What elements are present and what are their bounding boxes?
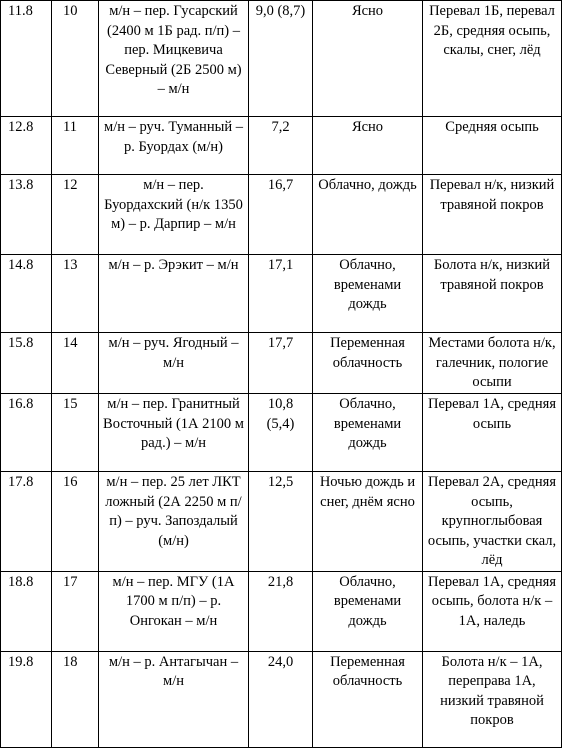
table-row xyxy=(1,394,562,472)
weather-cell: Облачно, дождь xyxy=(313,175,423,255)
weather-cell: Облачно, временами дождь xyxy=(313,255,423,333)
route-cell: м/н – пер. Гранитный Восточный (1А 2100 м рад.) – м/н xyxy=(99,394,249,472)
distance-cell: 17,7 xyxy=(249,333,313,394)
weather-cell: Облачно, временами дождь xyxy=(313,571,423,651)
table-row xyxy=(1,255,562,333)
distance-cell: 12,5 xyxy=(249,472,313,572)
day-number-cell: 17 xyxy=(52,571,99,651)
table-row xyxy=(1,472,562,572)
distance-cell: 24,0 xyxy=(249,651,313,747)
day-number-cell: 12 xyxy=(52,175,99,255)
date-cell: 16.8 xyxy=(1,394,52,472)
route-cell: м/н – пер. МГУ (1А 1700 м п/п) – р. Онгокан – м/н xyxy=(99,571,249,651)
day-number-cell: 18 xyxy=(52,651,99,747)
table-row xyxy=(1,175,562,255)
distance-cell: 10,8 (5,4) xyxy=(249,394,313,472)
date-cell: 14.8 xyxy=(1,255,52,333)
distance-cell: 9,0 (8,7) xyxy=(249,1,313,117)
table-row xyxy=(1,117,562,175)
route-cell: м/н – руч. Ягодный – м/н xyxy=(99,333,249,394)
table-row xyxy=(1,333,562,394)
route-cell: м/н – р. Эрэкит – м/н xyxy=(99,255,249,333)
route-cell: м/н – пер. Гусарский (2400 м 1Б рад. п/п) – пер. Мицкевича Северный (2Б 2500 м) – м/н xyxy=(99,1,249,117)
date-cell: 12.8 xyxy=(1,117,52,175)
terrain-cell: Болота н/к, низкий травяной покров xyxy=(423,255,562,333)
route-cell: м/н – р. Антагычан – м/н xyxy=(99,651,249,747)
day-number-cell: 13 xyxy=(52,255,99,333)
day-number-cell: 15 xyxy=(52,394,99,472)
weather-cell: Переменная облачность xyxy=(313,333,423,394)
distance-cell: 17,1 xyxy=(249,255,313,333)
distance-cell: 16,7 xyxy=(249,175,313,255)
day-number-cell: 11 xyxy=(52,117,99,175)
day-number-cell: 14 xyxy=(52,333,99,394)
weather-cell: Ясно xyxy=(313,1,423,117)
terrain-cell: Местами болота н/к, галечник, пологие осыпи xyxy=(423,333,562,394)
terrain-cell: Перевал 2А, средняя осыпь, крупноглыбовая осыпь, участки скал, лёд xyxy=(423,472,562,572)
terrain-cell: Болота н/к – 1А, переправа 1А, низкий травяной покров xyxy=(423,651,562,747)
date-cell: 11.8 xyxy=(1,1,52,117)
table-row xyxy=(1,651,562,747)
route-cell: м/н – руч. Туманный – р. Буордах (м/н) xyxy=(99,117,249,175)
weather-cell: Ночью дождь и снег, днём ясно xyxy=(313,472,423,572)
terrain-cell: Перевал 1А, средняя осыпь, болота н/к – 1А, наледь xyxy=(423,571,562,651)
distance-cell: 21,8 xyxy=(249,571,313,651)
date-cell: 15.8 xyxy=(1,333,52,394)
terrain-cell: Перевал 1А, средняя осыпь xyxy=(423,394,562,472)
weather-cell: Облачно, временами дождь xyxy=(313,394,423,472)
route-cell: м/н – пер. 25 лет ЛКТ ложный (2А 2250 м п/п) – руч. Запоздалый (м/н) xyxy=(99,472,249,572)
route-cell: м/н – пер. Буордахский (н/к 1350 м) – р. Дарпир – м/н xyxy=(99,175,249,255)
terrain-cell: Перевал н/к, низкий травяной покров xyxy=(423,175,562,255)
date-cell: 18.8 xyxy=(1,571,52,651)
terrain-cell: Средняя осыпь xyxy=(423,117,562,175)
day-number-cell: 16 xyxy=(52,472,99,572)
table-row xyxy=(1,571,562,651)
date-cell: 13.8 xyxy=(1,175,52,255)
weather-cell: Переменная облачность xyxy=(313,651,423,747)
weather-cell: Ясно xyxy=(313,117,423,175)
date-cell: 17.8 xyxy=(1,472,52,572)
terrain-cell: Перевал 1Б, перевал 2Б, средняя осыпь, скалы, снег, лёд xyxy=(423,1,562,117)
table-row xyxy=(1,1,562,117)
day-number-cell: 10 xyxy=(52,1,99,117)
distance-cell: 7,2 xyxy=(249,117,313,175)
date-cell: 19.8 xyxy=(1,651,52,747)
